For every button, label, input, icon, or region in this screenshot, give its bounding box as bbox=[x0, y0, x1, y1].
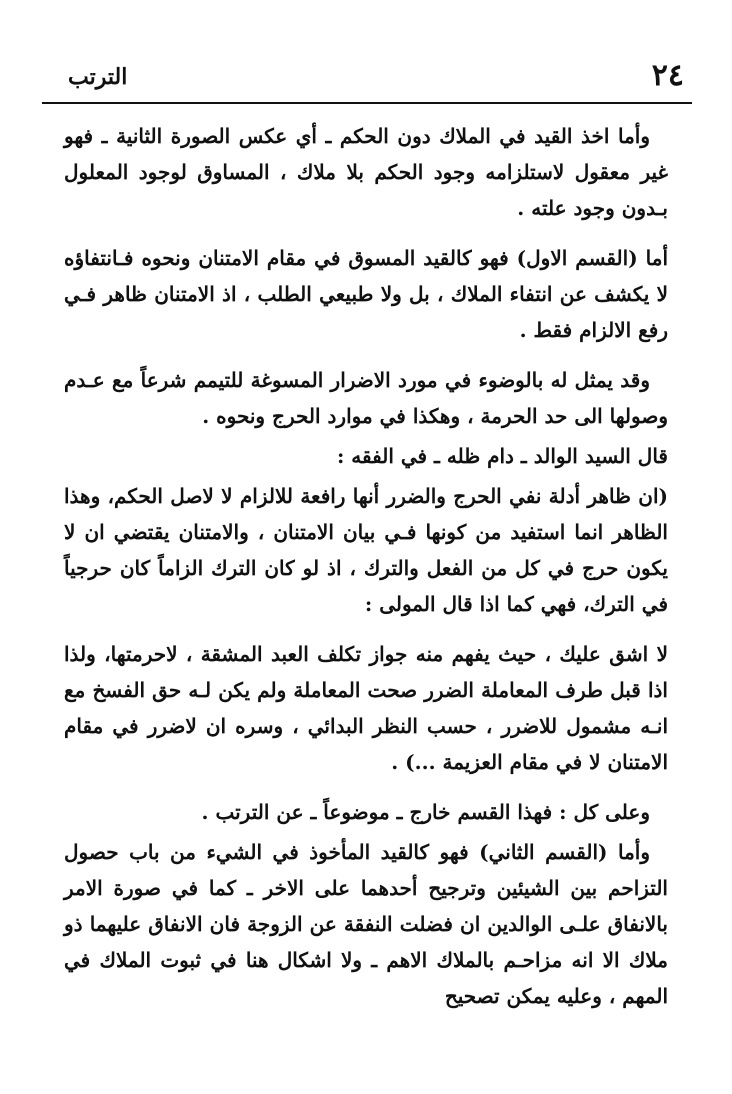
page-number: ٢٤ bbox=[651, 58, 684, 93]
paragraph: وأما (القسم الثاني) فهو كالقيد المأخوذ في الشيء من باب حصول التزاحم بين الشيئين وترجيح أحدهما على الاخر ـ كما في صورة الامر بالانفاق علـى الوالدين ان فضلت النفقة عن الزوجة فان الانفاق عليهما ذو ملاك الا انه مزاحـم بالملاك الاهم ـ ولا اشكال هنا في ثبوت الملاك في المهم ، وعليه يمكن تصحيح bbox=[64, 840, 668, 1008]
quote-paragraph: (ان ظاهر أدلة نفي الحرج والضرر أنها رافعة للالزام لا لاصل الحكم، وهذا الظاهر انما استفيد من كونها فـي بيان الامتنان ، والامتنان يقتضي ان لا يكون حرج في كل من الفعل والترك ، اذ لو كان الترك الزاماً كان حرجياً في الترك، فهي كما اذا قال المولى : bbox=[64, 484, 668, 616]
running-title: الترتب bbox=[68, 64, 128, 90]
paragraph: وعلى كل : فهذا القسم خارج ـ موضوعاً ـ عن الترتب . bbox=[201, 800, 650, 824]
page-body bbox=[64, 118, 668, 1014]
paragraph: وقد يمثل له بالوضوء في مورد الاضرار المسوغة للتيمم شرعاً مع عـدم وصولها الى حد الحرمة ، وهكذا في موارد الحرج ونحوه . bbox=[64, 368, 668, 428]
paragraph: أما (القسم الاول) فهو كالقيد المسوق في مقام الامتنان ونحوه فـانتفاؤه لا يكشف عن انتفاء الملاك ، بل ولا طبيعي الطلب ، اذ الامتنان ظاهر فـي رفع الالزام فقط . bbox=[64, 246, 668, 342]
page-header bbox=[42, 58, 692, 104]
paragraph: وأما اخذ القيد في الملاك دون الحكم ـ أي عكس الصورة الثانية ـ فهو غير معقول لاستلزامه وجود الحكم بلا ملاك ، المساوق لوجود المعلول بـدون وجود علته . bbox=[64, 124, 668, 220]
paragraph: قال السيد الوالد ـ دام ظله ـ في الفقه : bbox=[336, 444, 668, 468]
quote-paragraph: لا اشق عليك ، حيث يفهم منه جواز تكلف العبد المشقة ، لاحرمتها، ولذا اذا قبل طرف المعاملة الضرر صحت المعاملة ولم يكن لـه حق الفسخ مع انـه مشمول للاضرر ، حسب النظر البدائي ، وسره ان لاضرر في مقام الامتنان لا في مقام العزيمة ...) . bbox=[64, 642, 668, 774]
